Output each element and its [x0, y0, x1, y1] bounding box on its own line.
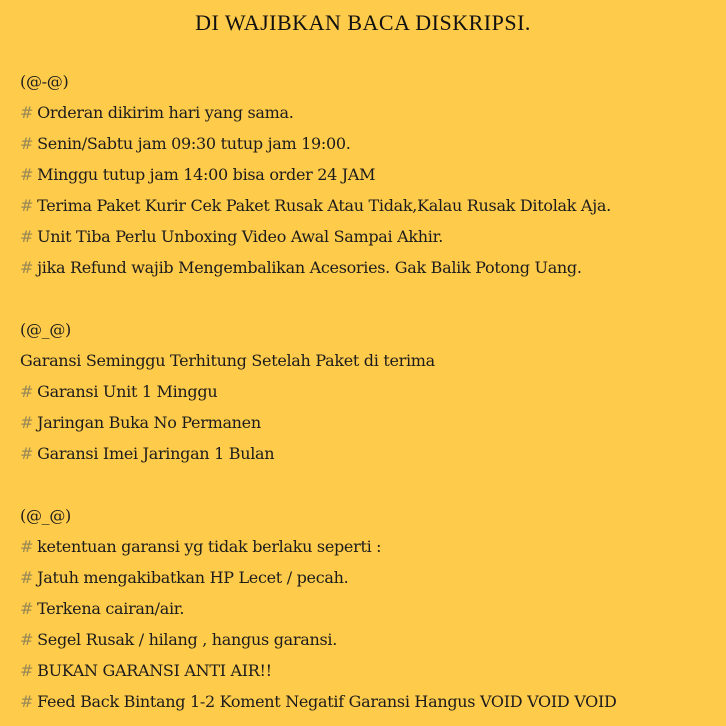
line-text: Jatuh mengakibatkan HP Lecet / pecah. [37, 568, 349, 587]
heading-line [20, 500, 720, 531]
bullet-line [20, 407, 720, 438]
bullet-line [20, 221, 720, 252]
hash-icon: # [20, 537, 34, 556]
line-text: Jaringan Buka No Permanen [37, 413, 261, 432]
section-2 [20, 314, 720, 469]
bullet-line [20, 376, 720, 407]
bullet-line [20, 593, 720, 624]
page-title: DI WAJIBKAN BACA DISKRIPSI. [195, 10, 531, 35]
line-text: BUKAN GARANSI ANTI AIR!! [37, 661, 272, 680]
line-text: Minggu tutup jam 14:00 bisa order 24 JAM [37, 165, 376, 184]
line-text: Senin/Sabtu jam 09:30 tutup jam 19:00. [37, 134, 351, 153]
hash-icon: # [20, 599, 34, 618]
heading-line [20, 66, 720, 97]
line-text: Feed Back Bintang 1-2 Koment Negatif Garansi Hangus VOID VOID VOID [37, 692, 617, 711]
bullet-line [20, 190, 720, 221]
line-text: Unit Tiba Perlu Unboxing Video Awal Sampai Akhir. [37, 227, 443, 246]
heading-line [20, 345, 720, 376]
hash-icon: # [20, 103, 34, 122]
bullet-line [20, 252, 720, 283]
line-text: (@-@) [20, 72, 69, 91]
line-text: Orderan dikirim hari yang sama. [37, 103, 294, 122]
line-text: jika Refund wajib Mengembalikan Acesories. Gak Balik Potong Uang. [37, 258, 582, 277]
bullet-line [20, 159, 720, 190]
hash-icon: # [20, 382, 34, 401]
line-text: Terkena cairan/air. [37, 599, 185, 618]
bullet-line [20, 686, 720, 717]
line-text: ketentuan garansi yg tidak berlaku seperti : [37, 537, 382, 556]
hash-icon: # [20, 134, 34, 153]
bullet-line [20, 562, 720, 593]
bullet-line [20, 438, 720, 469]
bullet-line [20, 624, 720, 655]
hash-icon: # [20, 165, 34, 184]
line-text: Garansi Seminggu Terhitung Setelah Paket di terima [20, 351, 435, 370]
hash-icon: # [20, 692, 34, 711]
hash-icon: # [20, 258, 34, 277]
section-1 [20, 66, 720, 283]
hash-icon: # [20, 413, 34, 432]
line-text: Garansi Unit 1 Minggu [37, 382, 218, 401]
bullet-line [20, 655, 720, 686]
line-text: (@_@) [20, 320, 71, 339]
bullet-line [20, 97, 720, 128]
hash-icon: # [20, 196, 34, 215]
line-text: Garansi Imei Jaringan 1 Bulan [37, 444, 275, 463]
bullet-line [20, 128, 720, 159]
description-body [20, 66, 720, 717]
line-text: (@_@) [20, 506, 71, 525]
hash-icon: # [20, 444, 34, 463]
hash-icon: # [20, 630, 34, 649]
line-text: Segel Rusak / hilang , hangus garansi. [37, 630, 337, 649]
section-3 [20, 500, 720, 717]
bullet-line [20, 531, 720, 562]
line-text: Terima Paket Kurir Cek Paket Rusak Atau Tidak,Kalau Rusak Ditolak Aja. [37, 196, 611, 215]
heading-line [20, 314, 720, 345]
hash-icon: # [20, 661, 34, 680]
hash-icon: # [20, 568, 34, 587]
hash-icon: # [20, 227, 34, 246]
